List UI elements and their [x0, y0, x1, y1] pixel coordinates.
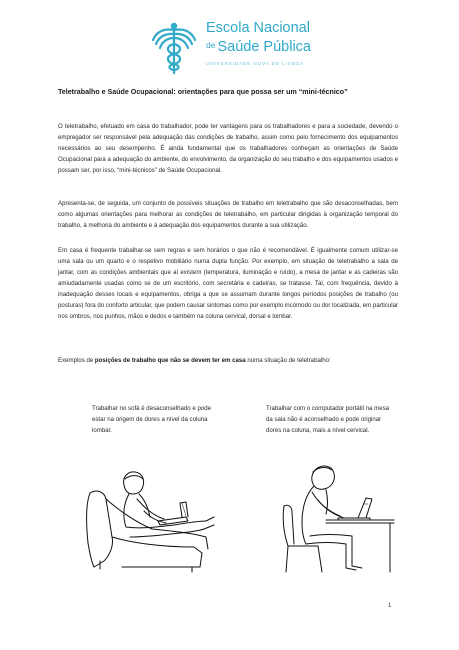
logo-text [206, 20, 311, 66]
examples-text-bold: posições de trabalho que não se devem ter em casa [94, 357, 246, 364]
logo-line-2-main: Saúde Pública [217, 39, 311, 55]
caduceus-logo-icon [150, 18, 198, 76]
document-title: Teletrabalho e Saúde Ocupacional: orientações para que possa ser um “mini-técnico” [58, 88, 348, 96]
table-posture-illustration [262, 460, 397, 575]
table-figure-caption: Trabalhar com o computador portátil na mesa da sala não é aconselhado e pode originar dores na coluna, mais a nível cervical. [266, 405, 390, 434]
sofa-figure-caption: Trabalhar no sofá é desaconselhado e pode estar na origem de dores a nível da coluna lombar. [92, 405, 212, 434]
logo-subline: UNIVERSIDADE NOVA DE LISBOA [206, 61, 304, 66]
examples-text-start: Exemplos de [58, 357, 95, 364]
paragraph-intro: O teletrabalho, efetuado em casa do trabalhador, pode ter vantagens para os trabalhadores e para a sociedade, devendo o empregador ser responsável pela adequação das condições de trabalho, assim como pelo fornecimento dos equipamentos necessários ao seu desempenho. É ainda fundamental que os trabalhadores conheçam as orientações de Saúde Ocupacional para a adequação do ambiente, do envolvimento, da organização do seu trabalho e dos equipamentos usados e possam ser, por isso, “mini-técnicos” de Saúde Ocupacional. [58, 123, 398, 174]
logo-line-1: Escola Nacional [206, 20, 310, 36]
logo-line-2 [206, 37, 311, 55]
school-logo [150, 14, 320, 80]
sofa-posture-illustration [82, 463, 217, 573]
page-number: 1 [388, 603, 392, 609]
paragraph-examples [58, 355, 398, 366]
paragraph-home-conditions: Em casa é frequente trabalhar-se sem regras e sem horários o que não é recomendável. É igualmente comum utilizar-se uma sala ou um quarto e o respetivo mobiliário numa dupla função. Por exemplo, em situação de teletrabalho a sala de jantar, com as condições ambientais que aí existem (temperatura, iluminação e ruído), a mesa de jantar e as cadeiras são amiudadamente usadas como se de um escritório, com secretária e cadeiras, se tratasse. Tal, com frequência, devido à inadequação desses locais e equipamentos, obriga a que se assumam durante longos períodos posições de trabalho (ou posturas) fora do conforto articular, que podem causar sintomas como por exemplo incómodo ou dor localizada, em particular nos ombros, nos punhos, mãos e dedos e também na coluna cervical, dorsal e lombar. [58, 247, 398, 320]
examples-text-end: numa situação de teletrabalho: [245, 357, 331, 364]
logo-line-2-small: de [206, 40, 216, 50]
paragraph-situations: Apresenta-se, de seguida, um conjunto de possíveis situações de trabalho em teletrabalho que são desaconselhadas, bem como algumas orientações para melhorar as condições de teletrabalho, em particular dirigidas à organização temporal do trabalho, à melhoria do ambiente e à adequação dos equipamentos durante a sua utilização. [58, 200, 398, 229]
